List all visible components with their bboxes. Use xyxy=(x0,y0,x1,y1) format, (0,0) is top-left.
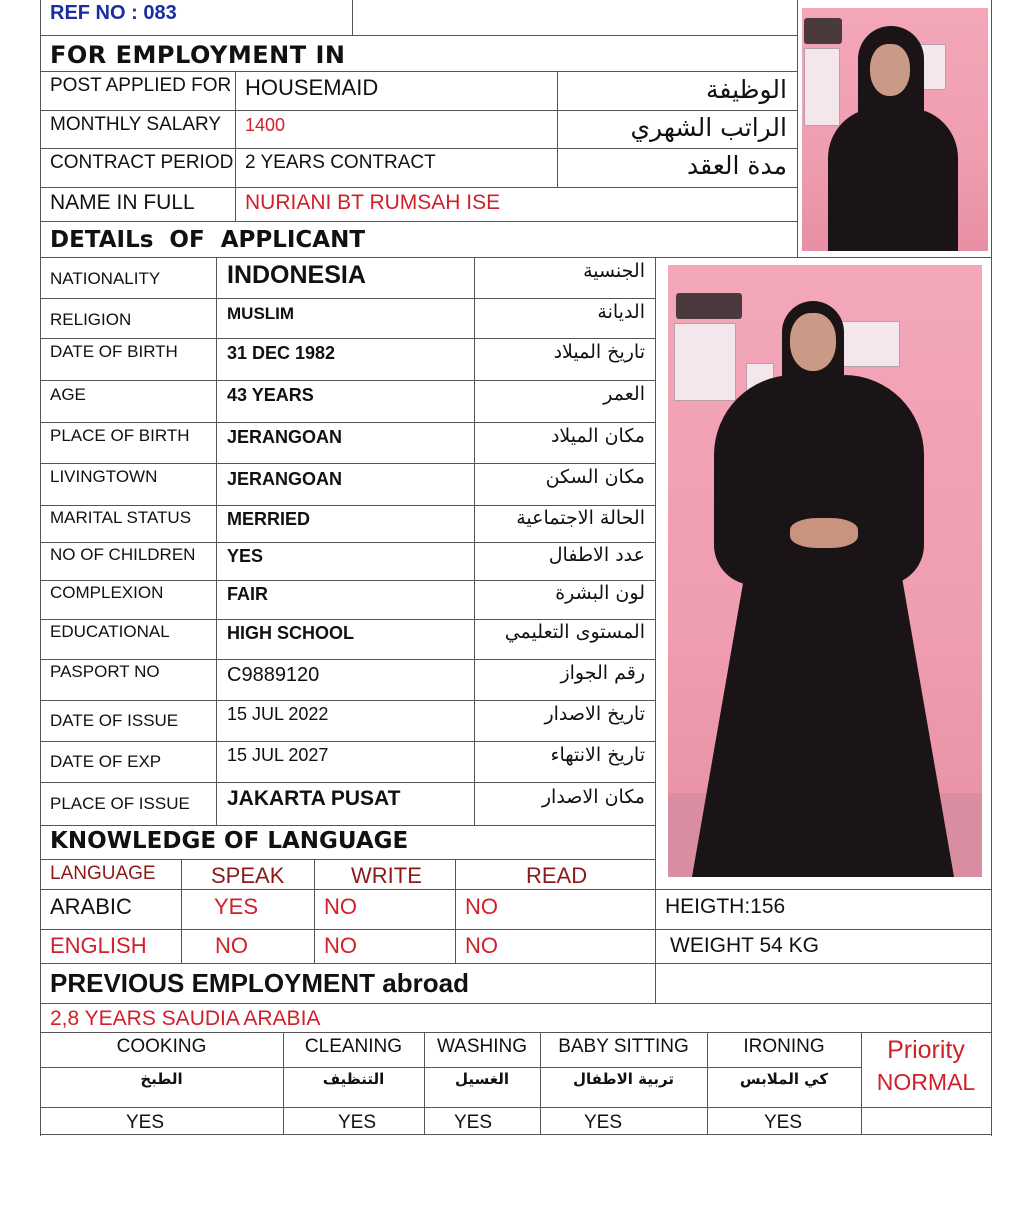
label-nationality: NATIONALITY xyxy=(50,269,161,288)
label-date-of-exp: DATE OF EXP xyxy=(50,752,162,771)
label-age: AGE xyxy=(50,385,86,404)
arabic-nationality: الجنسية xyxy=(583,260,645,282)
label-name-full: NAME IN FULL xyxy=(50,191,195,214)
lang-english-read: NO xyxy=(465,933,498,958)
rule xyxy=(40,422,655,423)
value-name-full: NURIANI BT RUMSAH ISE xyxy=(245,191,501,214)
skill-ironing-label: IRONING xyxy=(743,1036,825,1057)
arabic-passport-no: رقم الجواز xyxy=(560,662,645,684)
rule xyxy=(40,505,655,506)
skill-cleaning-arabic: التنظيف xyxy=(322,1070,385,1088)
photo-decor xyxy=(804,48,840,126)
label-complexion: COMPLEXION xyxy=(50,583,164,602)
label-place-of-birth: PLACE OF BIRTH xyxy=(50,426,190,445)
priority-label: Priority xyxy=(887,1036,965,1064)
label-monthly-salary: MONTHLY SALARY xyxy=(50,114,222,135)
arabic-date-of-issue: تاريخ الاصدار xyxy=(544,703,645,725)
value-monthly-salary: 1400 xyxy=(245,115,286,135)
header-write: WRITE xyxy=(351,863,422,888)
skill-babysitting-label: BABY SITTING xyxy=(558,1036,689,1057)
value-complexion: FAIR xyxy=(227,584,269,604)
rule xyxy=(40,148,797,149)
arabic-date-of-exp: تاريخ الانتهاء xyxy=(550,744,645,766)
skill-washing-arabic: الغسيل xyxy=(454,1070,510,1088)
label-livingtown: LIVINGTOWN xyxy=(50,467,158,486)
rule xyxy=(40,110,797,111)
rule xyxy=(40,221,797,222)
arabic-educational: المستوى التعليمي xyxy=(504,621,645,643)
photo-figure xyxy=(828,108,958,251)
col-divider xyxy=(216,257,217,825)
label-date-of-birth: DATE OF BIRTH xyxy=(50,342,178,361)
value-livingtown: JERANGOAN xyxy=(227,469,343,489)
lang-arabic: ARABIC xyxy=(50,894,132,919)
col-divider xyxy=(181,859,182,963)
lang-arabic-read: NO xyxy=(465,894,498,919)
rule xyxy=(40,338,655,339)
rule xyxy=(40,619,655,620)
photo-small-border-left xyxy=(797,0,798,257)
arabic-religion: الديانة xyxy=(597,301,645,323)
value-place-of-birth: JERANGOAN xyxy=(227,427,343,447)
lang-arabic-speak: YES xyxy=(214,894,259,919)
arabic-date-of-birth: تاريخ الميلاد xyxy=(553,341,645,363)
rule xyxy=(40,298,655,299)
lang-english-write: NO xyxy=(324,933,357,958)
skill-cleaning-value: YES xyxy=(338,1112,377,1133)
photo-face xyxy=(790,313,836,371)
value-religion: MUSLIM xyxy=(227,304,295,323)
previous-employment-value: 2,8 YEARS SAUDIA ARABIA xyxy=(50,1007,321,1030)
section-title-employment: FOR EMPLOYMENT IN xyxy=(50,41,346,69)
rule xyxy=(40,257,991,258)
skill-ironing-arabic: كي الملابس xyxy=(739,1070,829,1088)
arabic-age: العمر xyxy=(603,383,645,405)
weight-value: WEIGHT 54 KG xyxy=(670,934,819,957)
rule xyxy=(40,1134,991,1135)
form-border-left xyxy=(40,0,41,1136)
section-title-language: KNOWLEDGE OF LANGUAGE xyxy=(50,828,409,854)
col-divider xyxy=(655,257,656,1003)
rule xyxy=(40,463,655,464)
arabic-livingtown: مكان السكن xyxy=(545,466,645,488)
skill-washing-label: WASHING xyxy=(436,1036,528,1057)
skill-babysitting-arabic: تربية الاطفال xyxy=(573,1070,674,1088)
header-speak: SPEAK xyxy=(211,863,285,888)
header-read: READ xyxy=(526,863,588,888)
arabic-marital-status: الحالة الاجتماعية xyxy=(516,507,645,529)
lang-english-speak: NO xyxy=(215,933,248,958)
rule xyxy=(40,963,991,964)
ref-divider xyxy=(352,0,353,35)
rule xyxy=(40,35,797,36)
label-date-of-issue: DATE OF ISSUE xyxy=(50,711,179,730)
rule xyxy=(40,380,655,381)
value-contract-period: 2 YEARS CONTRACT xyxy=(245,152,436,173)
value-nationality: INDONESIA xyxy=(227,261,366,289)
label-marital-status: MARITAL STATUS xyxy=(50,508,192,527)
skill-cleaning-label: CLEANING xyxy=(304,1036,403,1057)
arabic-no-of-children: عدد الاطفال xyxy=(548,544,645,566)
value-marital-status: MERRIED xyxy=(227,509,311,529)
rule xyxy=(40,889,991,890)
photo-decor xyxy=(840,321,900,367)
applicant-full-body-photo xyxy=(668,265,982,877)
height-value: HEIGTH:156 xyxy=(665,895,786,918)
section-title-previous-employment: PREVIOUS EMPLOYMENT abroad xyxy=(50,968,469,998)
value-place-of-issue: JAKARTA PUSAT xyxy=(227,787,401,810)
value-educational: HIGH SCHOOL xyxy=(227,623,355,643)
lang-arabic-write: NO xyxy=(324,894,357,919)
label-educational: EDUCATIONAL xyxy=(50,622,170,641)
rule xyxy=(40,542,655,543)
value-passport-no: C9889120 xyxy=(227,664,320,686)
label-post-applied: POST APPLIED FOR xyxy=(50,75,232,96)
rule xyxy=(40,659,655,660)
section-title-details: DETAILs OF APPLICANT xyxy=(50,227,366,253)
skill-cooking-label: COOKING xyxy=(116,1036,207,1057)
value-no-of-children: YES xyxy=(227,546,264,566)
arabic-place-of-issue: مكان الاصدار xyxy=(541,786,645,808)
arabic-place-of-birth: مكان الميلاد xyxy=(550,425,645,447)
col-divider xyxy=(455,859,456,963)
rule xyxy=(40,580,655,581)
rule xyxy=(40,782,655,783)
rule xyxy=(40,1032,991,1033)
value-date-of-birth: 31 DEC 1982 xyxy=(227,343,336,363)
col-divider xyxy=(557,71,558,187)
arabic-post-applied: الوظيفة xyxy=(706,75,787,104)
label-religion: RELIGION xyxy=(50,310,132,329)
arabic-complexion: لون البشرة xyxy=(555,582,645,604)
col-divider xyxy=(314,859,315,963)
arabic-monthly-salary: الراتب الشهري xyxy=(630,113,787,142)
col-divider xyxy=(474,257,475,825)
header-language: LANGUAGE xyxy=(50,863,156,884)
rule xyxy=(40,187,797,188)
label-place-of-issue: PLACE OF ISSUE xyxy=(50,794,190,813)
photo-face xyxy=(870,44,910,96)
col-divider xyxy=(235,71,236,221)
arabic-contract-period: مدة العقد xyxy=(687,151,787,180)
rule xyxy=(40,1107,991,1108)
value-date-of-exp: 15 JUL 2027 xyxy=(227,745,329,765)
skill-babysitting-value: YES xyxy=(584,1112,623,1133)
rule xyxy=(40,859,655,860)
rule xyxy=(40,700,655,701)
applicant-portrait-photo xyxy=(802,8,988,251)
skill-washing-value: YES xyxy=(454,1112,493,1133)
rule xyxy=(40,929,991,930)
skill-cooking-value: YES xyxy=(126,1112,165,1133)
value-date-of-issue: 15 JUL 2022 xyxy=(227,704,329,724)
label-no-of-children: NO OF CHILDREN xyxy=(50,545,196,564)
value-post-applied: HOUSEMAID xyxy=(245,75,379,100)
photo-decor xyxy=(804,18,842,44)
label-passport-no: PASPORT NO xyxy=(50,662,160,681)
priority-value: NORMAL xyxy=(876,1069,976,1095)
rule xyxy=(40,1067,861,1068)
label-contract-period: CONTRACT PERIOD xyxy=(50,152,234,173)
form-border-right xyxy=(991,0,992,1136)
photo-decor xyxy=(674,323,736,401)
skill-cooking-arabic: الطبخ xyxy=(140,1070,183,1088)
rule xyxy=(40,825,655,826)
rule xyxy=(40,741,655,742)
value-age: 43 YEARS xyxy=(227,385,314,405)
skill-ironing-value: YES xyxy=(764,1112,803,1133)
rule xyxy=(40,71,797,72)
lang-english: ENGLISH xyxy=(50,933,147,958)
photo-hands xyxy=(790,518,858,548)
ref-number: REF NO : 083 xyxy=(50,2,177,24)
photo-decor xyxy=(676,293,742,319)
rule xyxy=(40,1003,991,1004)
photo-figure xyxy=(692,545,954,877)
